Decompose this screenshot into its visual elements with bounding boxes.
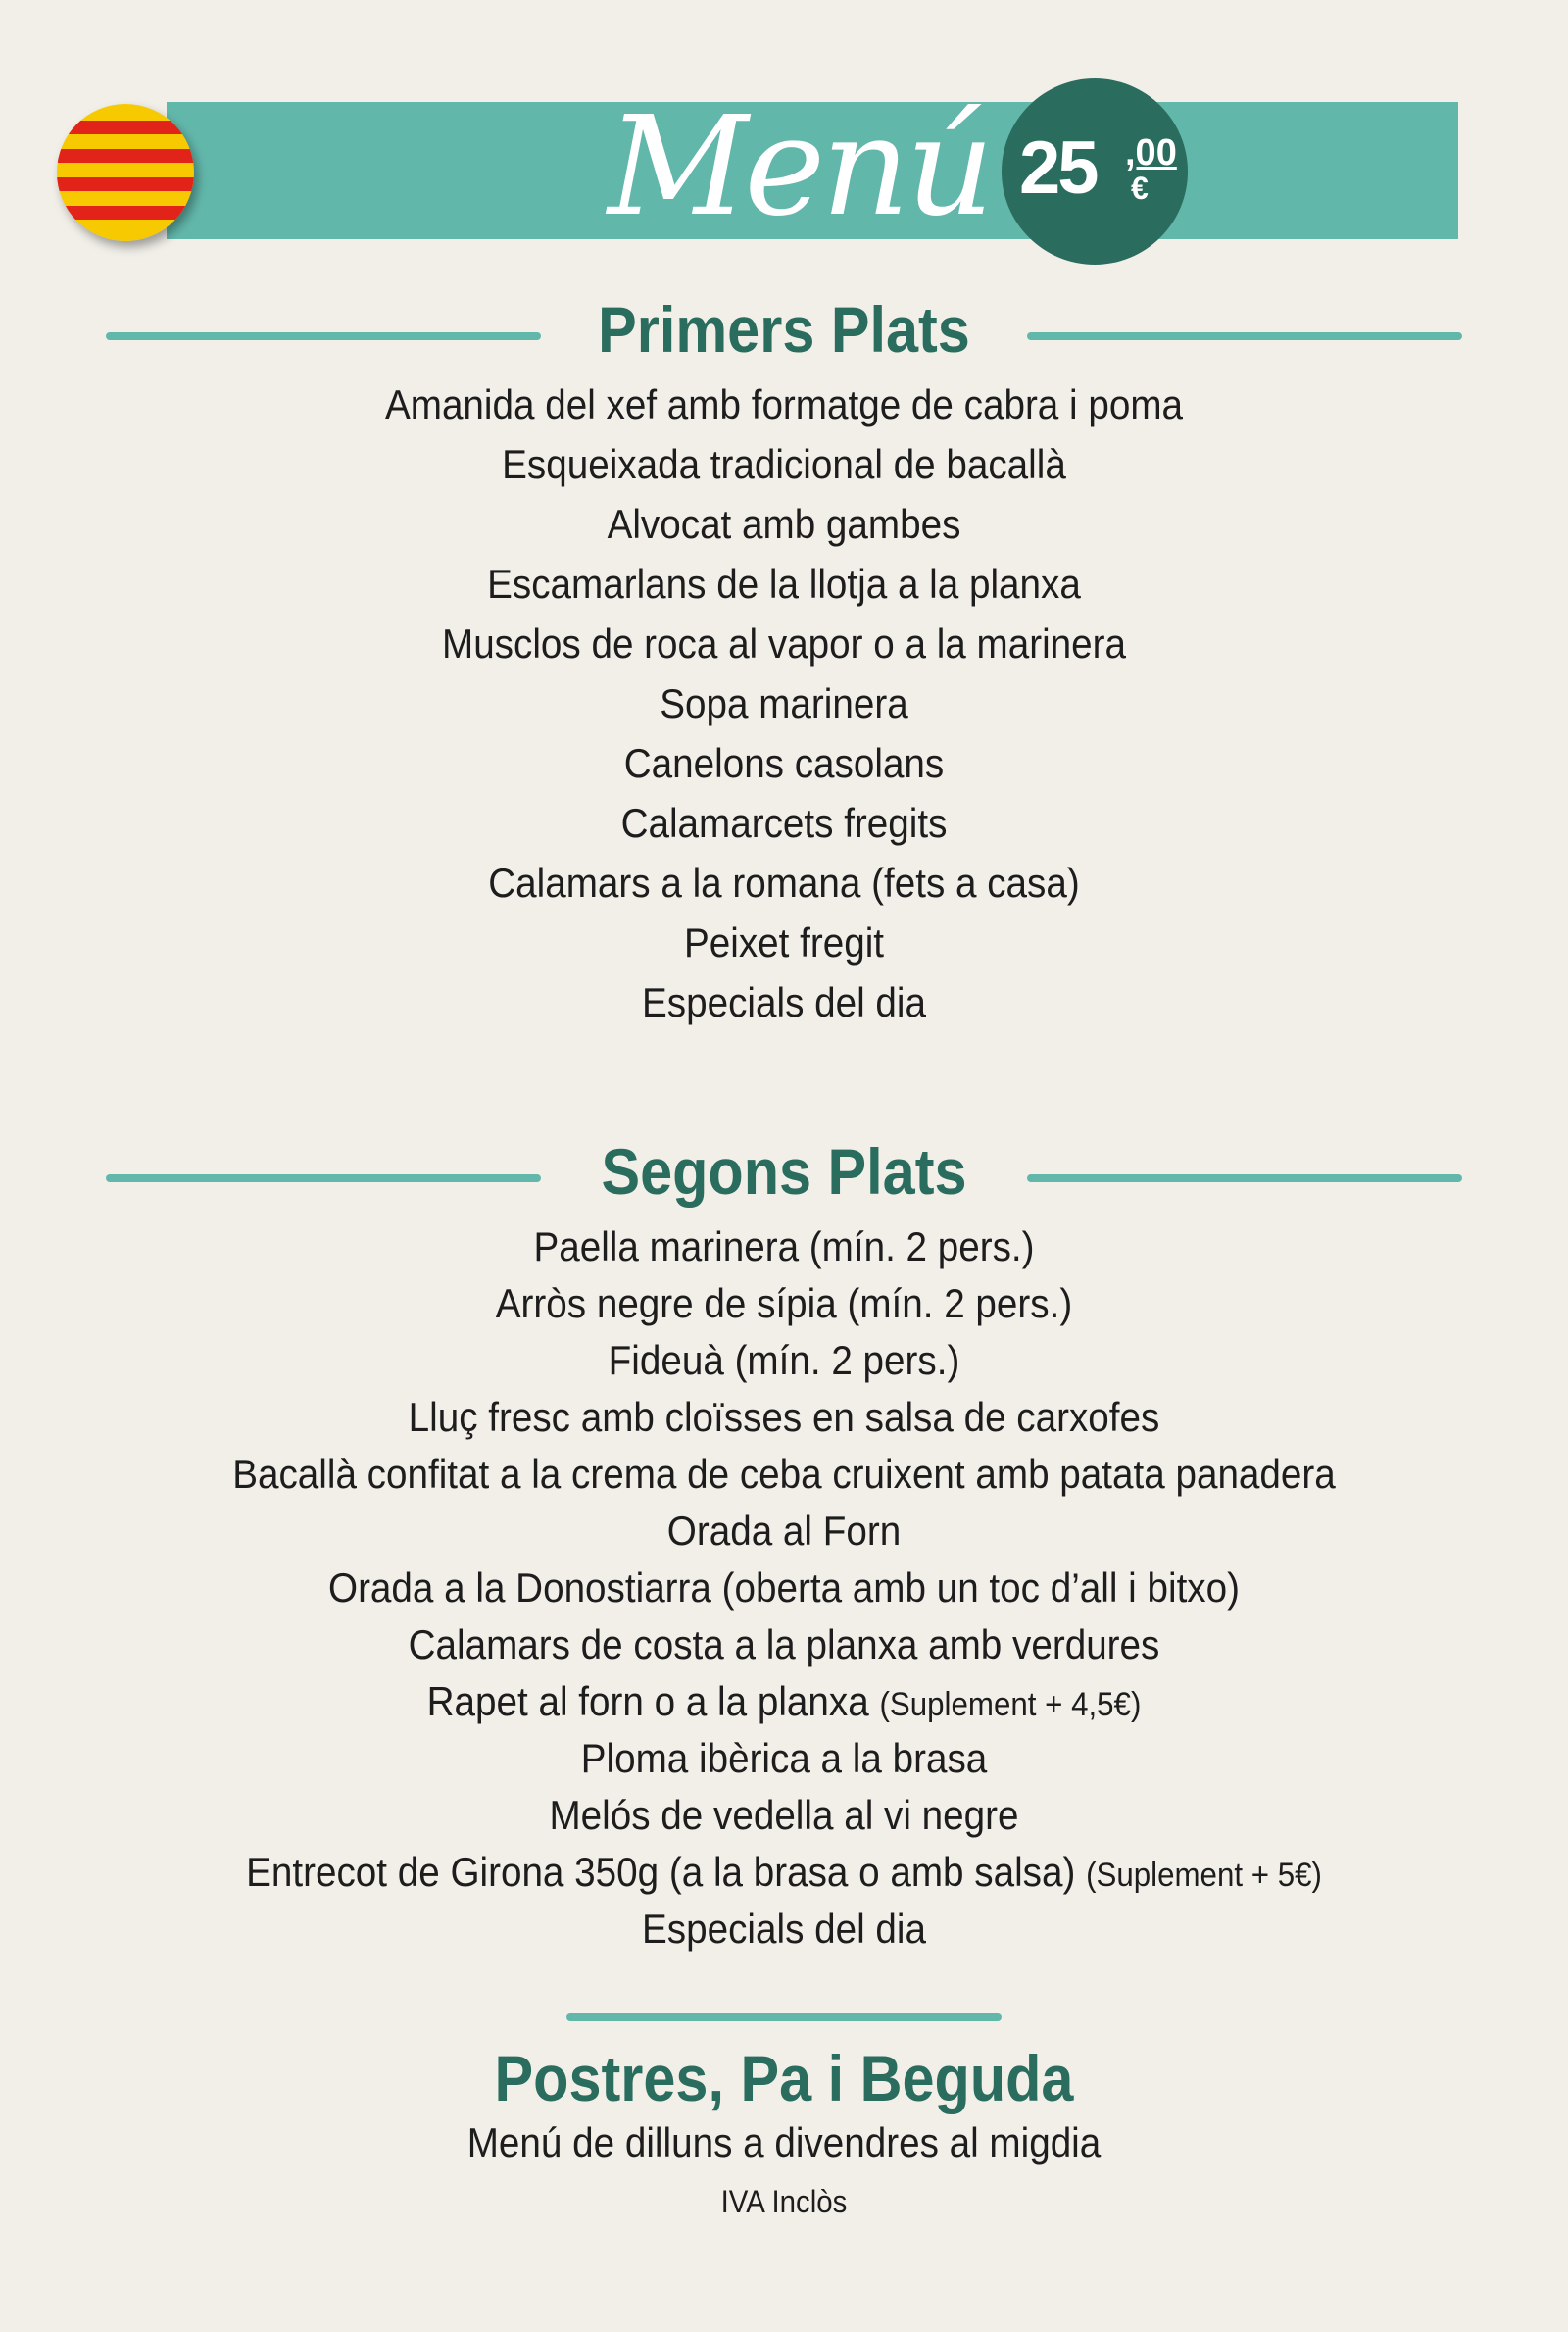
list-item [63, 1332, 1505, 1389]
availability-note: Menú de dilluns a divendres al migdia [466, 2119, 1102, 2165]
dish-name: Calamars de costa a la planxa amb verdures [408, 1621, 1160, 1667]
list-item [63, 1218, 1505, 1275]
list-item: Escamarlans de la llotja a la planxa [487, 561, 1081, 607]
dish-name: Orada a la Donostiarra (oberta amb un toc d’all i bitxo) [328, 1564, 1240, 1611]
list-item [63, 1275, 1505, 1332]
first-courses-list [0, 374, 1568, 1032]
dish-name: Melós de vedella al vi negre [549, 1792, 1019, 1838]
dish-name: Lluç fresc amb cloïsses en salsa de carxofes [408, 1394, 1160, 1440]
list-item [63, 1844, 1505, 1901]
price-decimal: ,00 [1125, 132, 1177, 174]
list-item: Especials del dia [642, 979, 926, 1025]
list-item [63, 1560, 1505, 1616]
list-item: Sopa marinera [660, 680, 908, 726]
list-item [63, 1389, 1505, 1446]
vat-note: IVA Inclòs [720, 2184, 848, 2219]
list-item [63, 1787, 1505, 1844]
dish-name: Ploma ibèrica a la brasa [580, 1735, 988, 1781]
supplement-note: (Suplement + 5€) [1086, 1857, 1322, 1894]
list-item: Canelons casolans [623, 740, 945, 786]
price-currency: € [1131, 171, 1149, 206]
dish-name: Rapet al forn o a la planxa [426, 1678, 869, 1724]
list-item: Alvocat amb gambes [607, 501, 961, 547]
dish-name: Paella marinera (mín. 2 pers.) [533, 1223, 1035, 1269]
dish-name: Fideuà (mín. 2 pers.) [608, 1337, 960, 1383]
price-integer: 25 [1019, 126, 1097, 210]
list-item [63, 1673, 1505, 1730]
dish-name: Entrecot de Girona 350g (a la brasa o amb salsa) [246, 1849, 1076, 1895]
list-item: Peixet fregit [683, 919, 885, 966]
dish-name: Bacallà confitat a la crema de ceba cruixent amb patata panadera [232, 1451, 1336, 1497]
second-courses-list [0, 1218, 1568, 1958]
list-item: Musclos de roca al vapor o a la marinera [442, 620, 1126, 667]
catalan-flag-icon [57, 104, 194, 241]
list-item: Calamars a la romana (fets a casa) [488, 860, 1080, 906]
list-item [63, 1901, 1505, 1958]
list-item [63, 1446, 1505, 1503]
second-courses-title: Segons Plats [601, 1135, 967, 1208]
desserts-title: Postres, Pa i Beguda [494, 2042, 1074, 2114]
dish-name: Orada al Forn [666, 1508, 902, 1554]
first-courses-title: Primers Plats [598, 293, 970, 366]
list-item: Calamarcets fregits [620, 800, 948, 846]
catalan-flag-graphic [57, 104, 194, 241]
menu-title: Menú [608, 87, 991, 247]
list-item [63, 1616, 1505, 1673]
list-item: Esqueixada tradicional de bacallà [502, 441, 1066, 487]
section-divider [566, 2013, 1002, 2021]
dish-name: Especials del dia [642, 1906, 926, 1952]
supplement-note: (Suplement + 4,5€) [879, 1686, 1142, 1723]
list-item [63, 1503, 1505, 1560]
dish-name: Arròs negre de sípia (mín. 2 pers.) [495, 1280, 1073, 1326]
price-badge [1002, 78, 1188, 265]
list-item [63, 1730, 1505, 1787]
list-item: Amanida del xef amb formatge de cabra i poma [384, 381, 1184, 427]
